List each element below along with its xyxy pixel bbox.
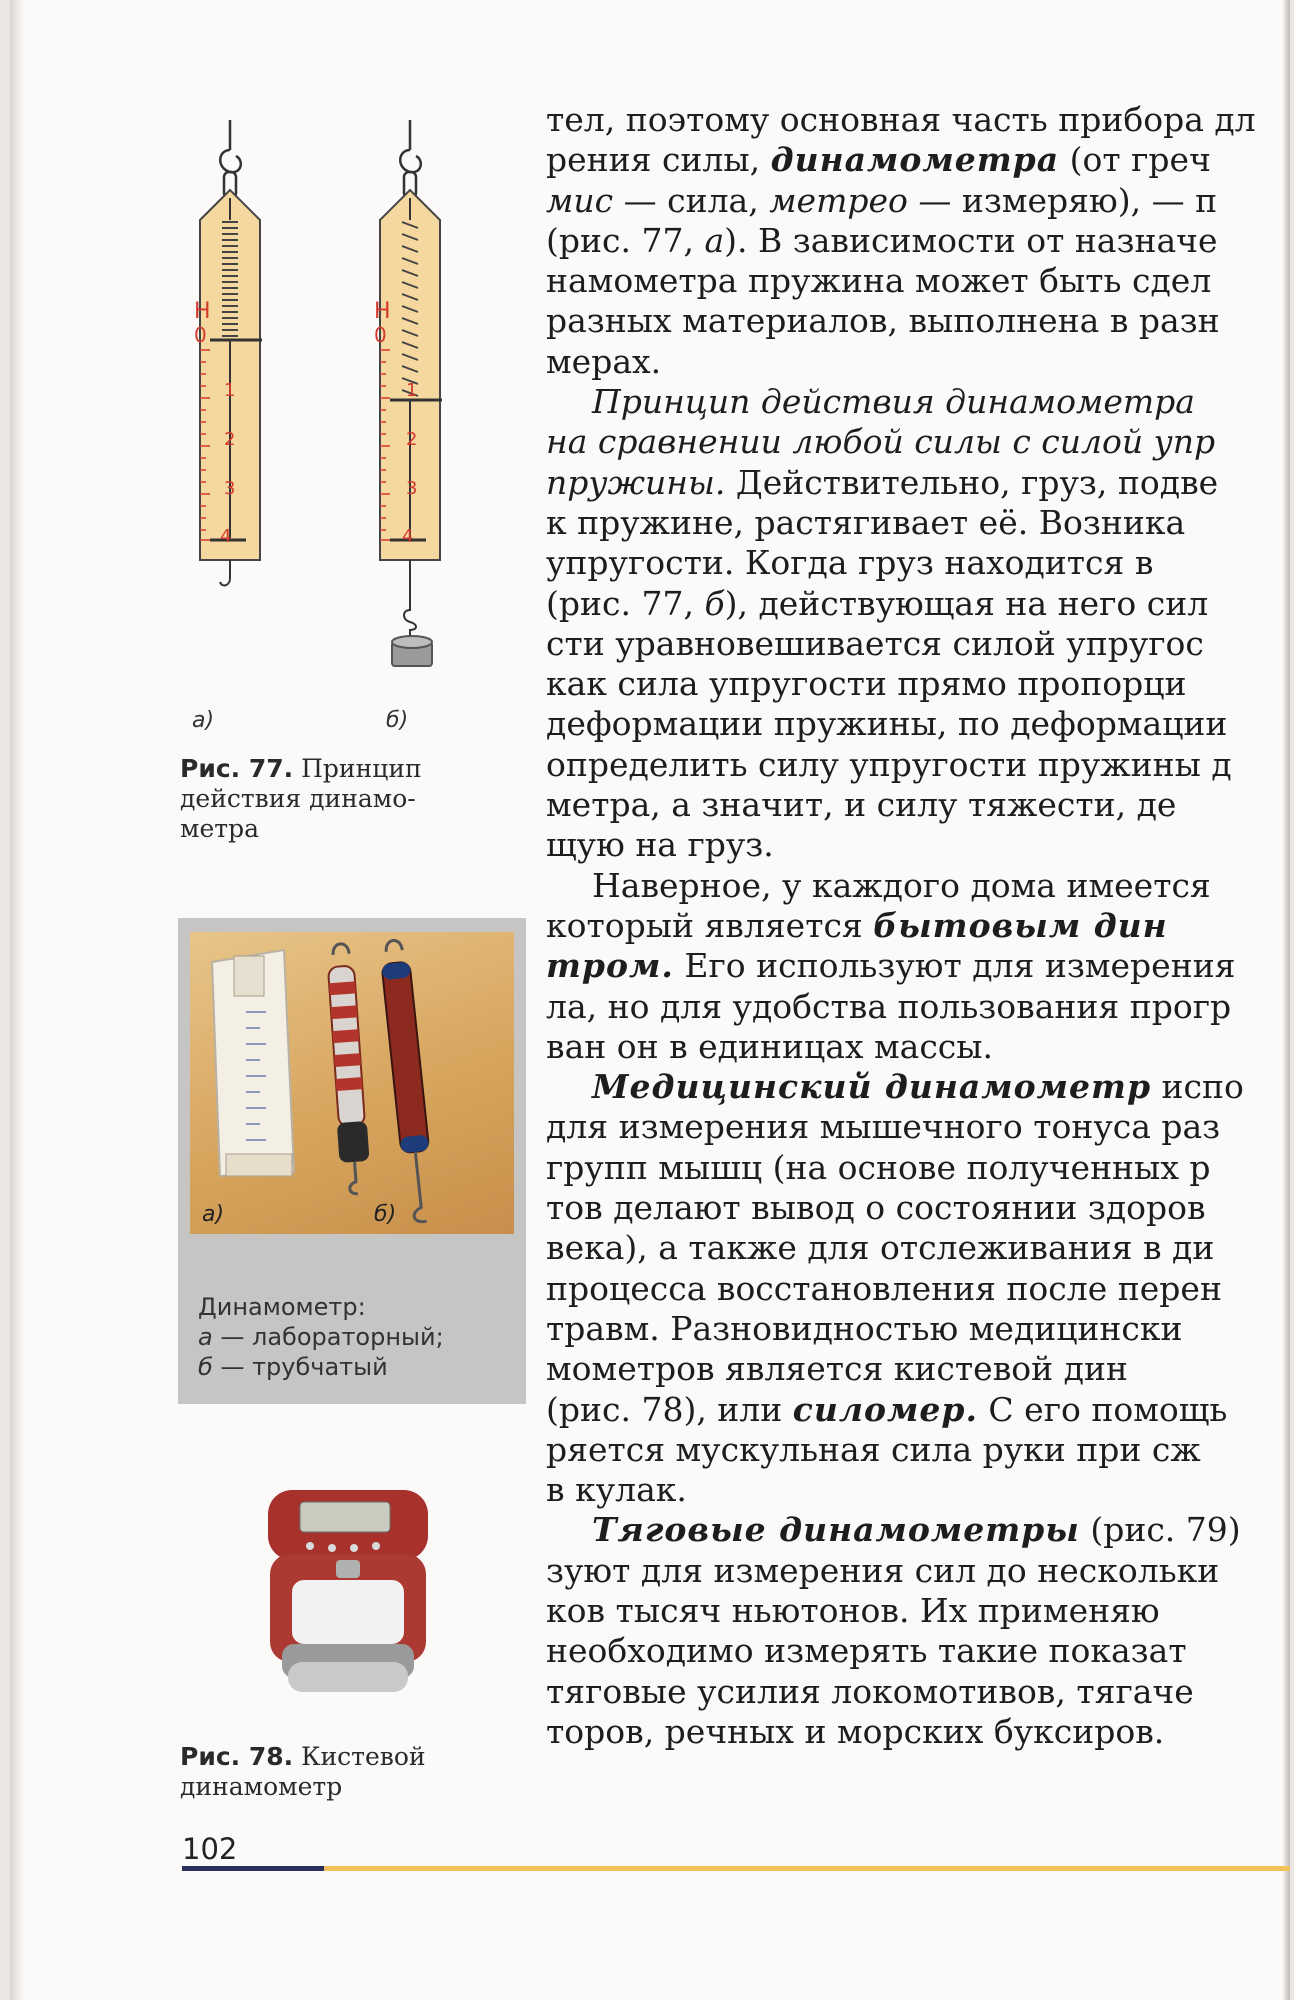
p4-line9-a: (рис. 78), или	[546, 1389, 793, 1429]
photo-label-a: а)	[202, 1202, 225, 1227]
p1-line3-b: — измеряю), — п	[907, 180, 1218, 220]
figure-78-caption-line1: Кистевой	[301, 1742, 426, 1771]
p4-line7: травм. Разновидностью медицински	[546, 1308, 1183, 1348]
scale-mark-a-1: 1	[224, 380, 236, 401]
scale-mark-a-0: 0	[194, 323, 207, 347]
scale-mark-a-4: 4	[220, 526, 232, 547]
p2-line5: упругости. Когда груз находится в	[546, 543, 1154, 583]
scale-mark-b-1: 1	[406, 380, 418, 401]
scale-mark-a-3: 3	[224, 478, 236, 499]
scale-unit-b: Н	[374, 299, 391, 324]
dynamometer-photo-panel	[178, 918, 526, 1404]
p4-line9	[546, 1390, 1290, 1430]
paragraph-1	[546, 100, 1290, 382]
term-bytovoy: бытовым дин	[873, 905, 1168, 945]
term-silomer: силомер.	[792, 1389, 978, 1429]
figure-77-caption-number: Рис. 77.	[180, 754, 294, 783]
figure-78-caption-line2: динамометр	[180, 1772, 343, 1801]
scale-mark-b-2: 2	[406, 429, 418, 450]
p4-line10: ряется мускульная сила руки при сж	[546, 1429, 1201, 1469]
p2-line1: Принцип действия динамометра	[592, 382, 1195, 422]
scale-unit-a: Н	[194, 299, 211, 324]
page-number: 102	[182, 1832, 238, 1866]
figure-78-hand-dynamometer	[248, 1480, 448, 1710]
p2-line3-a: пружины.	[546, 462, 726, 502]
figure-77-caption	[180, 754, 480, 844]
p4-line4: тов делают вывод о состоянии здоров	[546, 1188, 1206, 1228]
p2-line12: щую на груз.	[546, 825, 774, 865]
p1-line2-b: (от греч	[1059, 140, 1211, 180]
p5-line4: необходимо измерять такие показат	[546, 1631, 1187, 1671]
p3-line1: Наверное, у каждого дома имеется	[592, 865, 1211, 905]
p2-line6-b: ), действующая на него сил	[724, 583, 1209, 623]
p2-line9: деформации пружины, по деформации	[546, 704, 1228, 744]
page-gutter-shadow	[10, 0, 24, 2000]
p1-line4-letter: а	[704, 220, 725, 260]
p4-line1	[546, 1067, 1290, 1107]
p3-line2-a: который является	[546, 905, 874, 945]
p4-line2: для измерения мышечного тонуса раз	[546, 1107, 1221, 1147]
p3-line3-b: Его используют для измерения	[673, 946, 1236, 986]
dynamometer-photo-illustration	[190, 932, 514, 1234]
scale-mark-a-2: 2	[224, 429, 236, 450]
photo-caption-b-text: — трубчатый	[212, 1353, 388, 1381]
p1-line4-b: ). В зависимости от назначе	[724, 220, 1218, 260]
p3-line5: ван он в единицах массы.	[546, 1026, 994, 1066]
figure-77-label-b: б)	[386, 708, 409, 733]
p3-line2	[546, 906, 1290, 946]
p5-line6: торов, речных и морских буксиров.	[546, 1711, 1165, 1751]
p1-line3-a: — сила,	[613, 180, 770, 220]
p1-line2-a: рения силы,	[546, 140, 771, 180]
p2-line7: сти уравновешивается силой упругос	[546, 623, 1204, 663]
p2-line6-a: (рис. 77,	[546, 583, 705, 623]
p2-line6	[546, 584, 1290, 624]
p4-line9-b: С его помощь	[977, 1389, 1228, 1429]
paragraph-4	[546, 1067, 1290, 1510]
textbook-page	[10, 0, 1290, 2000]
p5-line1	[546, 1510, 1290, 1550]
photo-panel-caption	[198, 1292, 444, 1382]
p1-line4-a: (рис. 77,	[546, 220, 705, 260]
p4-line5: века), а также для отслеживания в ди	[546, 1228, 1215, 1268]
p2-line11: метра, а значит, и силу тяжести, де	[546, 785, 1177, 825]
figure-78-caption-number: Рис. 78.	[180, 1742, 294, 1771]
photo-caption-title: Динамометр:	[198, 1293, 366, 1321]
p2-line3-b: Действительно, груз, подве	[725, 462, 1219, 502]
figure-78-caption	[180, 1742, 480, 1802]
term-dinamometr: динамометра	[770, 140, 1060, 180]
p1-line6: разных материалов, выполнена в разн	[546, 301, 1220, 341]
scale-mark-b-0: 0	[374, 323, 387, 347]
p2-line10: определить силу упругости пружины д	[546, 744, 1232, 784]
term-tyagovye: Тяговые динамометры	[592, 1510, 1080, 1550]
p4-line1-b: испо	[1151, 1067, 1244, 1107]
photo-caption-a-text: — лабораторный;	[212, 1323, 444, 1351]
p2-line8: как сила упругости прямо пропорци	[546, 664, 1187, 704]
p1-line7: мерах.	[546, 341, 662, 381]
dynamometer-b	[374, 120, 442, 666]
term-medical: Медицинский динамометр	[592, 1067, 1152, 1107]
p2-line3	[546, 463, 1290, 503]
dynamometer-photo	[190, 932, 514, 1234]
p3-line3	[546, 946, 1290, 986]
figure-77-caption-line3: метра	[180, 814, 259, 843]
p4-line6: процесса восстановления после перен	[546, 1268, 1222, 1308]
p5-line1-b: (рис. 79)	[1079, 1510, 1241, 1550]
paragraph-3	[546, 866, 1290, 1067]
photo-label-b: б)	[374, 1202, 397, 1227]
p5-line3: ков тысяч ньютонов. Их применяю	[546, 1590, 1160, 1630]
paragraph-2	[546, 382, 1290, 866]
p1-line2	[546, 140, 1290, 180]
p5-line2: зуют для измерения сил до нескольки	[546, 1550, 1220, 1590]
footer-rule-dark	[182, 1866, 324, 1871]
footer-rule-accent	[324, 1866, 1290, 1871]
figure-77-label-a: а)	[192, 708, 215, 733]
p3-line4: ла, но для удобства пользования прогр	[546, 986, 1232, 1026]
p1-greek-1: мис	[546, 180, 614, 220]
p1-line4	[546, 221, 1290, 261]
p1-line3	[546, 181, 1290, 221]
main-text-column	[546, 100, 1290, 1752]
p4-line8: мометров является кистевой дин	[546, 1349, 1128, 1389]
scale-mark-b-3: 3	[406, 478, 418, 499]
figure-77-caption-line1: Принцип	[301, 754, 422, 783]
paragraph-5	[546, 1510, 1290, 1752]
p2-line4: к пружине, растягивает её. Возника	[546, 502, 1186, 542]
p1-line1: тел, поэтому основная часть прибора дл	[546, 100, 1256, 139]
figure-77-caption-line2: действия динамо-	[180, 784, 416, 813]
figure-77-drawing	[180, 110, 480, 710]
p4-line3: групп мышц (на основе полученных р	[546, 1147, 1211, 1187]
p5-line5: тяговые усилия локомотивов, тягаче	[546, 1671, 1194, 1711]
p2-line2: на сравнении любой силы с силой упр	[546, 422, 1216, 462]
scale-mark-b-4: 4	[402, 526, 414, 547]
dynamometer-a	[194, 120, 262, 585]
p1-line5: намометра пружина может быть сдел	[546, 261, 1212, 301]
term-trom: тром.	[546, 946, 674, 986]
p4-line11: в кулак.	[546, 1470, 687, 1510]
photo-caption-b-letter: б	[198, 1353, 213, 1381]
p2-line6-letter: б	[704, 583, 725, 623]
p1-greek-2: метрео	[769, 180, 908, 220]
photo-caption-a-letter: а	[198, 1323, 213, 1351]
